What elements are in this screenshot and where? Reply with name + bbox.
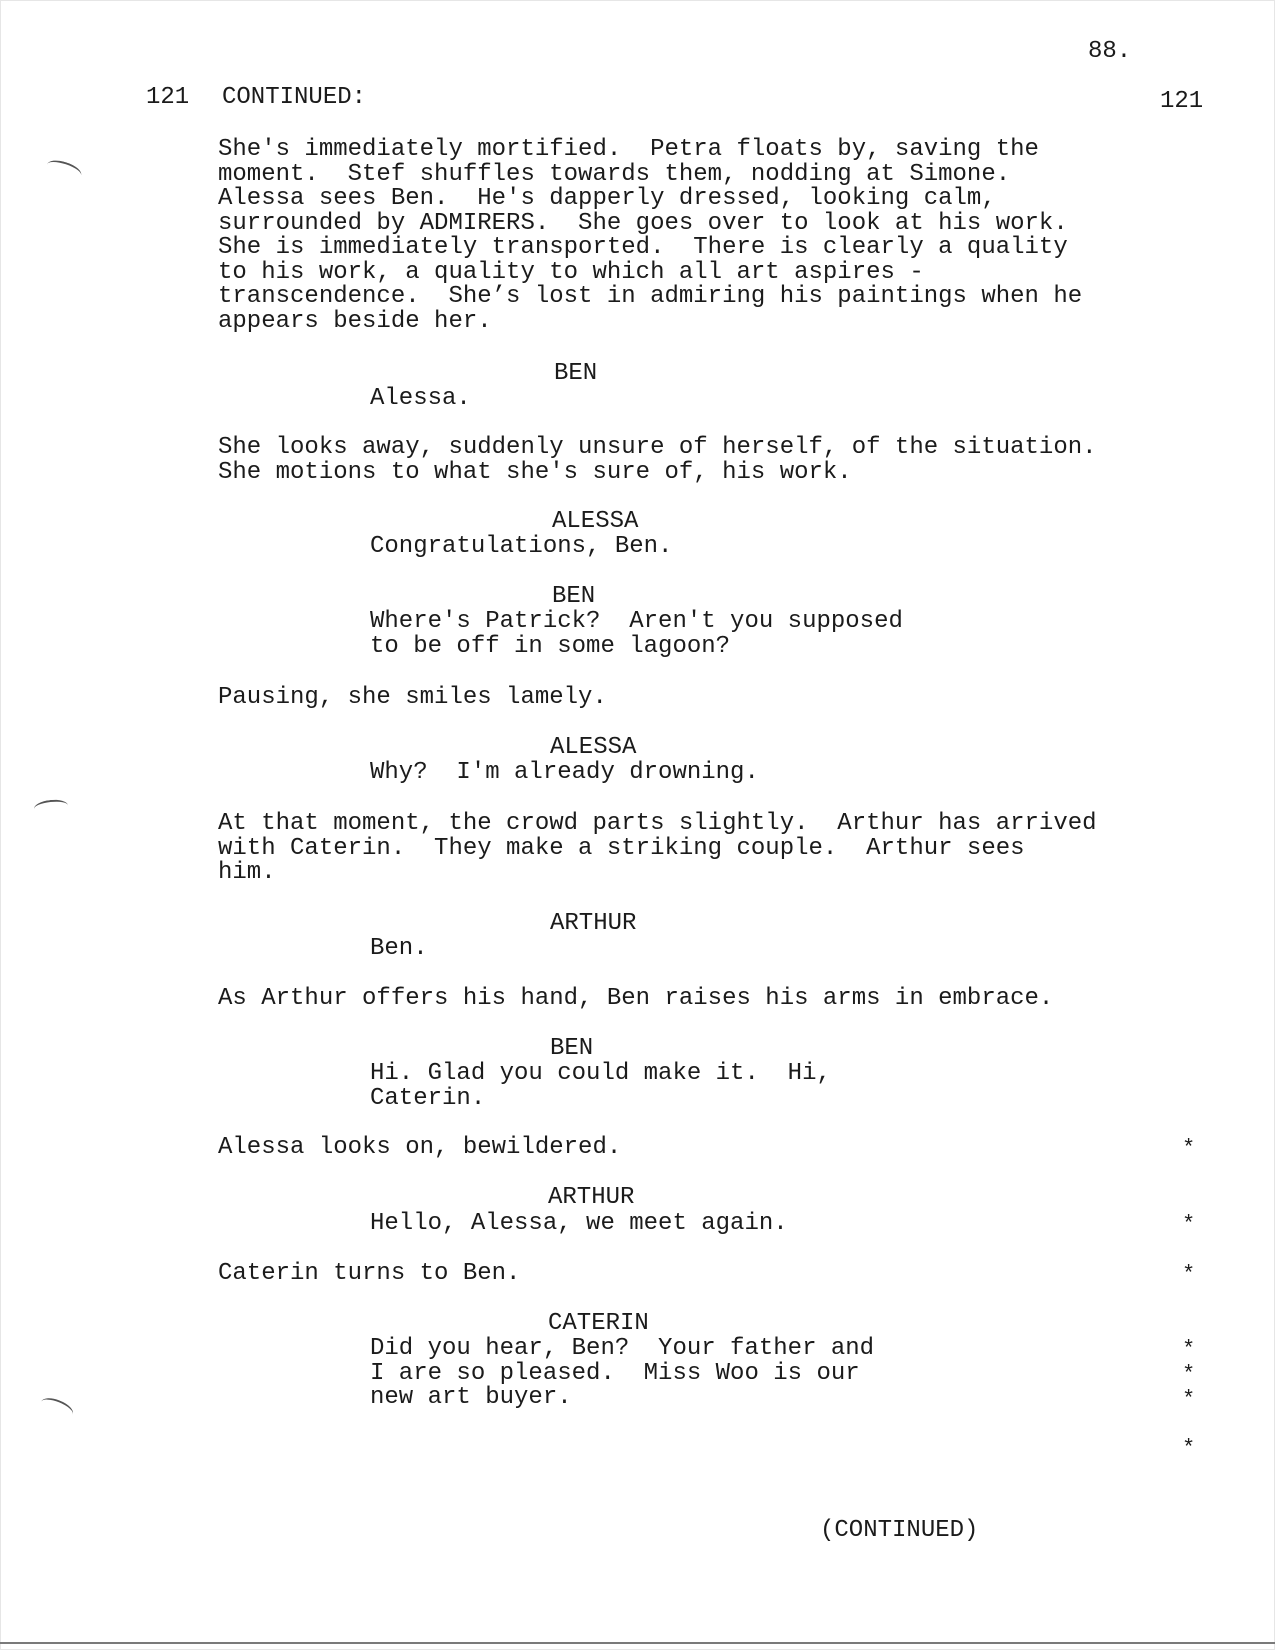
binder-hole-mark [44,157,83,183]
dialogue-line: Congratulations, Ben. [370,533,673,560]
scene-number-right: 121 [1160,88,1204,115]
revision-mark: * [1182,1436,1196,1461]
action-paragraph: Caterin turns to Ben. [218,1260,521,1287]
page-bottom-edge [0,1642,1275,1644]
binder-hole-mark [33,798,68,815]
continued-footer: (CONTINUED) [820,1517,979,1544]
dialogue-line: Why? I'm already drowning. [370,759,759,786]
action-paragraph: At that moment, the crowd parts slightly. Arthur has arrived with Caterin. They make a striking couple. Arthur sees him. [218,810,1097,886]
dialogue-line: Hello, Alessa, we meet again. [370,1210,788,1237]
revision-mark: * [1182,1262,1196,1287]
binder-hole-mark [38,1394,76,1422]
dialogue-line: Ben. [370,935,428,962]
character-cue: ALESSA [550,734,637,761]
character-cue: CATERIN [548,1310,649,1337]
character-cue: ARTHUR [548,1184,635,1211]
scene-number-left: 121 [146,84,190,111]
action-paragraph: She looks away, suddenly unsure of herself, of the situation. She motions to what she's sure of, his work. [218,434,1097,486]
character-cue: BEN [552,583,596,610]
revision-mark: * [1182,1212,1196,1237]
page-number: 88. [1088,38,1132,65]
revision-mark: * [1182,1387,1196,1412]
dialogue-line: Did you hear, Ben? Your father and I are so pleased. Miss Woo is our new art buyer. [370,1335,875,1411]
action-paragraph: Pausing, she smiles lamely. [218,684,607,711]
action-paragraph: Alessa looks on, bewildered. [218,1134,622,1161]
scene-heading: CONTINUED: [222,84,367,111]
action-paragraph: As Arthur offers his hand, Ben raises his arms in embrace. [218,985,1054,1012]
revision-mark: * [1182,1362,1196,1387]
dialogue-line: Where's Patrick? Aren't you supposed to be off in some lagoon? [370,608,903,660]
action-paragraph: She's immediately mortified. Petra floats by, saving the moment. Stef shuffles towards them, nodding at Simone. Alessa sees Ben. He's dapperly dressed, looking calm, surrounded by ADMIRERS. She goes over to look at his work. She is immediately transported. There is clearly a quality to his work, a quality to which all art aspires - transcendence. She’s lost in admiring his paintings when he appears beside her. [218,136,1083,335]
character-cue: ALESSA [552,508,639,535]
character-cue: BEN [550,1035,594,1062]
revision-mark: * [1182,1136,1196,1161]
character-cue: ARTHUR [550,910,637,937]
revision-mark: * [1182,1337,1196,1362]
character-cue: BEN [554,360,598,387]
dialogue-line: Alessa. [370,385,471,412]
dialogue-line: Hi. Glad you could make it. Hi, Caterin. [370,1060,831,1112]
